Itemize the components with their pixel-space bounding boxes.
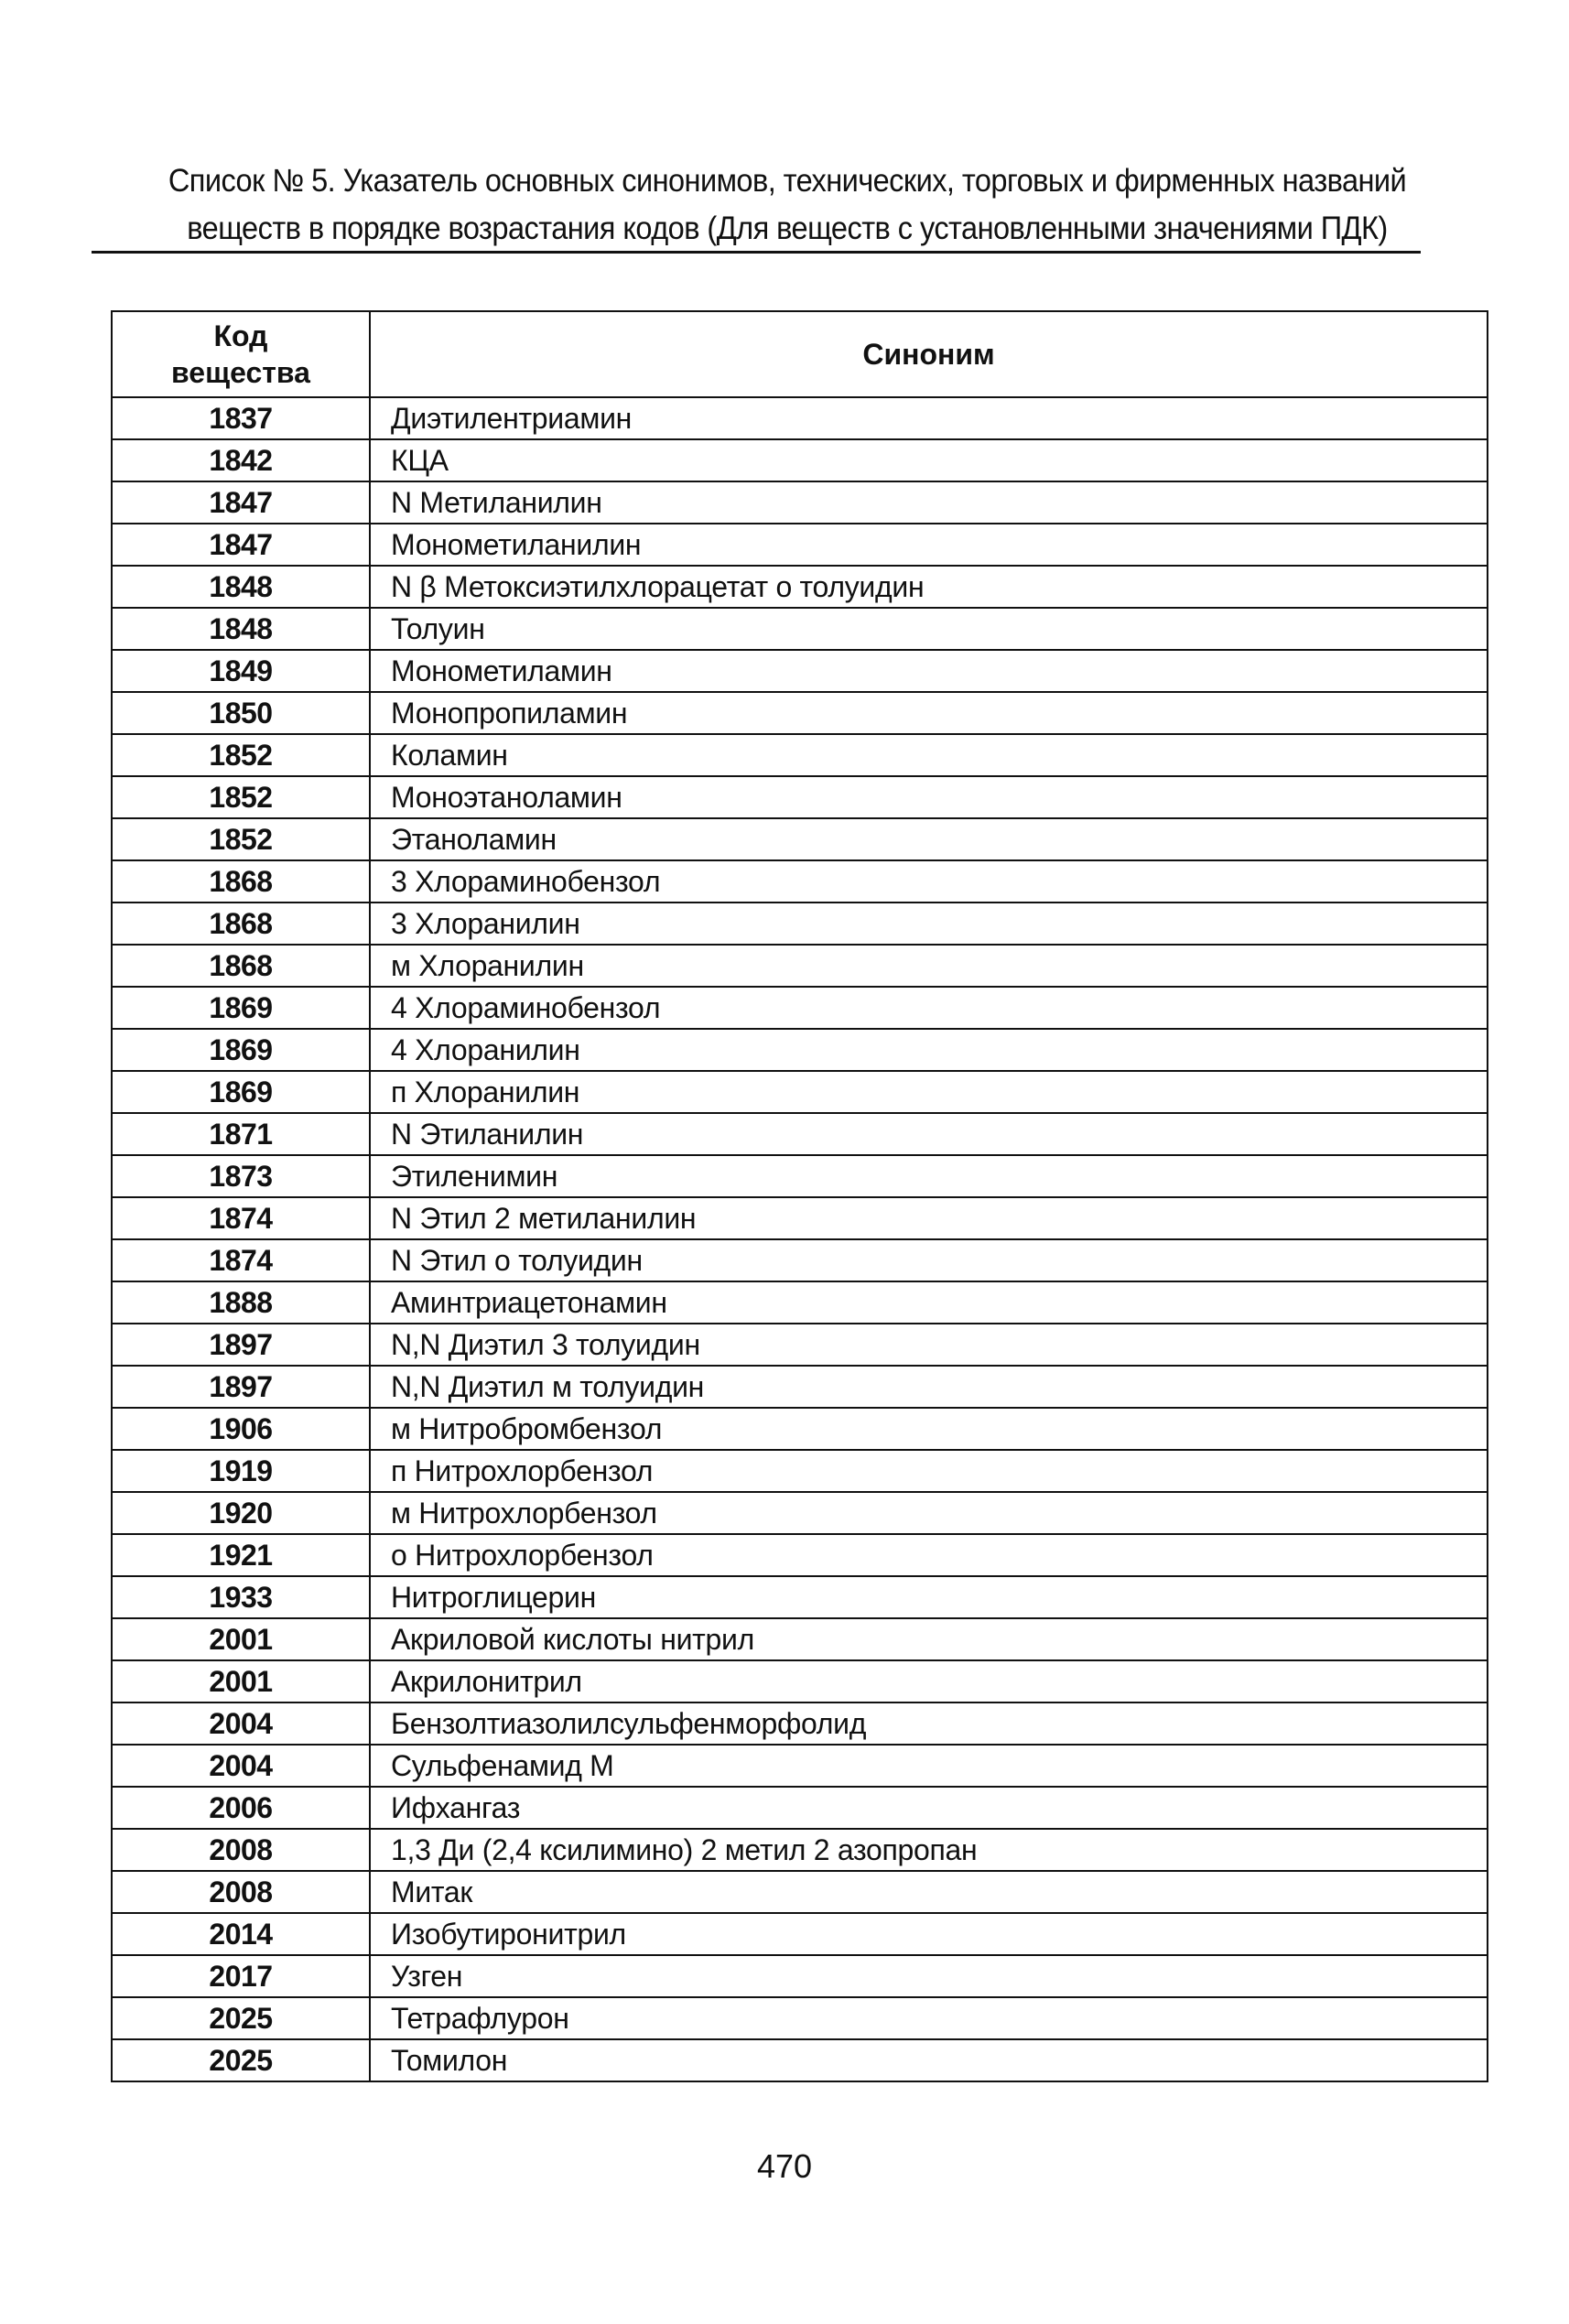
table-row xyxy=(112,1955,1488,1997)
substance-code-cell: 2017 xyxy=(112,1955,370,1997)
synonym-cell: п Хлоранилин xyxy=(370,1071,1488,1113)
substance-code-cell: 1868 xyxy=(112,903,370,945)
synonym-cell: Этаноламин xyxy=(370,818,1488,860)
substance-code-cell: 2004 xyxy=(112,1745,370,1787)
table-row xyxy=(112,1281,1488,1324)
synonym-cell: Монометиланилин xyxy=(370,524,1488,566)
header-code-line2: вещества xyxy=(171,356,310,389)
synonym-cell: п Нитрохлорбензол xyxy=(370,1450,1488,1492)
table-row xyxy=(112,1239,1488,1281)
table-row xyxy=(112,1492,1488,1534)
synonym-cell: Этиленимин xyxy=(370,1155,1488,1197)
table-row xyxy=(112,1660,1488,1702)
synonym-cell: N Этил о толуидин xyxy=(370,1239,1488,1281)
substance-code-cell: 2001 xyxy=(112,1660,370,1702)
synonym-cell: КЦА xyxy=(370,439,1488,481)
substance-code-cell: 1869 xyxy=(112,1029,370,1071)
synonym-cell: Томилон xyxy=(370,2039,1488,2081)
page-number: 470 xyxy=(756,2147,813,2185)
synonym-cell: о Нитрохлорбензол xyxy=(370,1534,1488,1576)
synonym-cell: Аминтриацетонамин xyxy=(370,1281,1488,1324)
substance-code-cell: 1874 xyxy=(112,1197,370,1239)
substance-code-cell: 1852 xyxy=(112,776,370,818)
table-row xyxy=(112,566,1488,608)
substance-code-cell: 1897 xyxy=(112,1324,370,1366)
substance-code-cell: 1852 xyxy=(112,818,370,860)
synonym-cell: 1,3 Ди (2,4 ксилимино) 2 метил 2 азопропан xyxy=(370,1829,1488,1871)
synonym-cell: N Этиланилин xyxy=(370,1113,1488,1155)
table-row xyxy=(112,987,1488,1029)
table-row xyxy=(112,1745,1488,1787)
synonym-cell: Моноэтаноламин xyxy=(370,776,1488,818)
table-row xyxy=(112,524,1488,566)
synonym-cell: Коламин xyxy=(370,734,1488,776)
substance-code-cell: 1888 xyxy=(112,1281,370,1324)
table-row xyxy=(112,1408,1488,1450)
table-row xyxy=(112,776,1488,818)
synonym-cell: Монометиламин xyxy=(370,650,1488,692)
substance-code-cell: 2008 xyxy=(112,1829,370,1871)
substance-code-cell: 1921 xyxy=(112,1534,370,1576)
table-row xyxy=(112,1534,1488,1576)
table-body xyxy=(112,397,1488,2081)
substance-code-cell: 1869 xyxy=(112,1071,370,1113)
table-row xyxy=(112,1997,1488,2039)
table-row xyxy=(112,1155,1488,1197)
substance-code-cell: 1849 xyxy=(112,650,370,692)
substance-code-cell: 1874 xyxy=(112,1239,370,1281)
table-row xyxy=(112,860,1488,903)
table-row xyxy=(112,608,1488,650)
synonym-cell: Сульфенамид М xyxy=(370,1745,1488,1787)
table-row xyxy=(112,1029,1488,1071)
synonym-cell: Ифхангаз xyxy=(370,1787,1488,1829)
table-row xyxy=(112,1450,1488,1492)
synonym-cell: 4 Хлораминобензол xyxy=(370,987,1488,1029)
header-synonym: Синоним xyxy=(370,311,1488,397)
synonym-cell: 4 Хлоранилин xyxy=(370,1029,1488,1071)
substance-code-cell: 1848 xyxy=(112,608,370,650)
synonym-table xyxy=(111,310,1488,2082)
table-row xyxy=(112,1829,1488,1871)
substance-code-cell: 1842 xyxy=(112,439,370,481)
substance-code-cell: 1847 xyxy=(112,524,370,566)
table-row xyxy=(112,1871,1488,1913)
synonym-cell: N Метиланилин xyxy=(370,481,1488,524)
substance-code-cell: 2001 xyxy=(112,1618,370,1660)
substance-code-cell: 1933 xyxy=(112,1576,370,1618)
substance-code-cell: 2008 xyxy=(112,1871,370,1913)
table-row xyxy=(112,481,1488,524)
synonym-cell: Акриловой кислоты нитрил xyxy=(370,1618,1488,1660)
table-row xyxy=(112,2039,1488,2081)
synonym-cell: м Хлоранилин xyxy=(370,945,1488,987)
page-title: Список № 5. Указатель основных синонимов, технических, торговых и фирменных названий веществ в порядке возрастания кодов (Для веществ с установленными значениями ПДК) xyxy=(168,163,1407,246)
synonym-cell: N,N Диэтил 3 толуидин xyxy=(370,1324,1488,1366)
synonym-cell: N,N Диэтил м толуидин xyxy=(370,1366,1488,1408)
synonym-cell: N Этил 2 метиланилин xyxy=(370,1197,1488,1239)
substance-code-cell: 1837 xyxy=(112,397,370,439)
substance-code-cell: 1920 xyxy=(112,1492,370,1534)
header-code-line1: Код xyxy=(213,319,268,352)
synonym-cell: Монопропиламин xyxy=(370,692,1488,734)
substance-code-cell: 1919 xyxy=(112,1450,370,1492)
table-row xyxy=(112,439,1488,481)
table-row xyxy=(112,903,1488,945)
table-header-row xyxy=(112,311,1488,397)
table-row xyxy=(112,1702,1488,1745)
synonym-cell: Тетрафлурон xyxy=(370,1997,1488,2039)
substance-code-cell: 1871 xyxy=(112,1113,370,1155)
table-row xyxy=(112,1071,1488,1113)
table-row xyxy=(112,1787,1488,1829)
synonym-cell: 3 Хлоранилин xyxy=(370,903,1488,945)
substance-code-cell: 1868 xyxy=(112,945,370,987)
table-row xyxy=(112,1197,1488,1239)
table-row xyxy=(112,1618,1488,1660)
synonym-cell: Изобутиронитрил xyxy=(370,1913,1488,1955)
table-row xyxy=(112,1366,1488,1408)
substance-code-cell: 2025 xyxy=(112,2039,370,2081)
substance-code-cell: 1869 xyxy=(112,987,370,1029)
table-row xyxy=(112,818,1488,860)
synonym-cell: Нитроглицерин xyxy=(370,1576,1488,1618)
substance-code-cell: 2014 xyxy=(112,1913,370,1955)
table-row xyxy=(112,734,1488,776)
substance-code-cell: 1906 xyxy=(112,1408,370,1450)
synonym-cell: Узген xyxy=(370,1955,1488,1997)
substance-code-cell: 1897 xyxy=(112,1366,370,1408)
header-substance-code xyxy=(112,311,370,397)
synonym-cell: 3 Хлораминобензол xyxy=(370,860,1488,903)
title-underline xyxy=(92,251,1421,254)
table-row xyxy=(112,1113,1488,1155)
table-row xyxy=(112,1576,1488,1618)
table-row xyxy=(112,650,1488,692)
synonym-cell: Митак xyxy=(370,1871,1488,1913)
table-row xyxy=(112,692,1488,734)
synonym-cell: Бензолтиазолилсульфенморфолид xyxy=(370,1702,1488,1745)
substance-code-cell: 2006 xyxy=(112,1787,370,1829)
synonym-cell: Толуин xyxy=(370,608,1488,650)
substance-code-cell: 2025 xyxy=(112,1997,370,2039)
substance-code-cell: 1868 xyxy=(112,860,370,903)
substance-code-cell: 1852 xyxy=(112,734,370,776)
substance-code-cell: 1848 xyxy=(112,566,370,608)
table-row xyxy=(112,397,1488,439)
synonym-cell: м Нитрохлорбензол xyxy=(370,1492,1488,1534)
table-row xyxy=(112,1324,1488,1366)
table-row xyxy=(112,1913,1488,1955)
substance-code-cell: 2004 xyxy=(112,1702,370,1745)
synonym-cell: Диэтилентриамин xyxy=(370,397,1488,439)
substance-code-cell: 1873 xyxy=(112,1155,370,1197)
table-row xyxy=(112,945,1488,987)
synonym-cell: Акрилонитрил xyxy=(370,1660,1488,1702)
synonym-cell: м Нитробромбензол xyxy=(370,1408,1488,1450)
synonym-cell: N β Метоксиэтилхлорацетат о толуидин xyxy=(370,566,1488,608)
substance-code-cell: 1847 xyxy=(112,481,370,524)
substance-code-cell: 1850 xyxy=(112,692,370,734)
